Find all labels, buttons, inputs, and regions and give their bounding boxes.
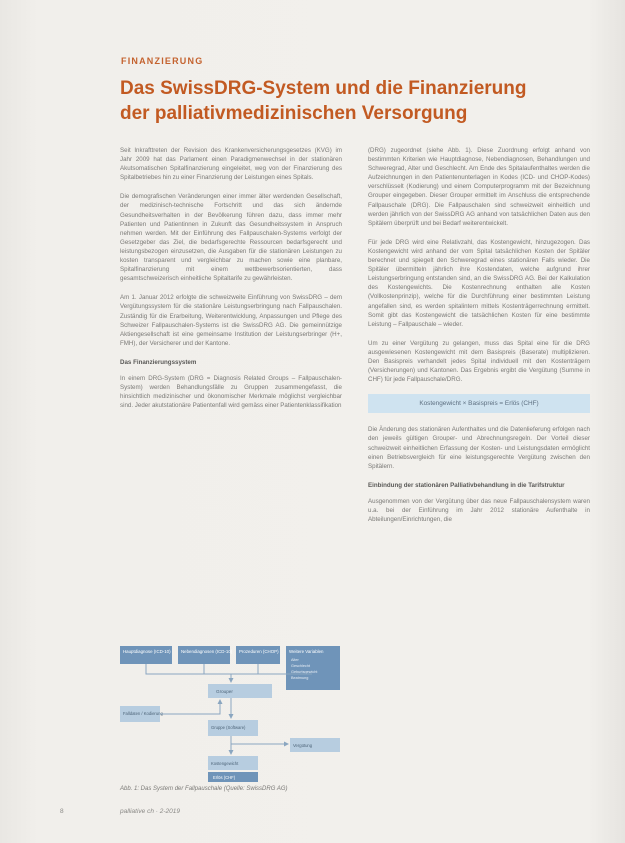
right-column <box>368 146 590 534</box>
diagram-label: Weitere Variablen <box>289 649 324 654</box>
diagram-label: Falldaten / Kodierung <box>123 711 163 716</box>
section-subheading: Einbindung der stationären Palliativbehandlung in die Tarifstruktur <box>368 481 565 489</box>
diagram-label: Gruppe (Software) <box>211 725 246 730</box>
paragraph: In einem DRG-System (DRG = Diagnosis Related Groups – Fallpauschalen-System) werden Behandlungsfälle zu Gruppen zusammengefasst, die hinsichtlich medizinischer und ökonomischer Merkmale möglichst vergleichbar sind. Jeder akutstationäre Patientenfall wird gemäss einer Patientenklassifikation <box>120 374 342 410</box>
paragraph: Um zu einer Vergütung zu gelangen, muss das Spital eine für die DRG ausgewiesenen Kostengewicht mit dem Basispreis (Baserate) multiplizieren. Den Basispreis verhandelt jedes Spital individuell mit den Kostenträgern (Versicherungen) und Kantonen. Das Ergebnis ergibt die Vergütung (Summe in CHF) für jede Fallpauschale/DRG. <box>368 339 590 384</box>
formula-box: Kostengewicht × Basispreis = Erlös (CHF) <box>368 394 590 413</box>
paragraph: Am 1. Januar 2012 erfolgte die schweizweite Einführung von SwissDRG – dem Vergütungssystem für die stationäre Leistungserbringung nach Fallpauschalen. Zuständig für die Erarbeitung, Weiterentwicklung, Anpassungen und Pflege des Schweizer Fallpauschalen-Systems ist die SwissDRG AG. Die gemeinnützige Aktiengesellschaft ist eine gemeinsame Institution der Leistungserbringer (H+, FMH), der Versicherer und der Kantone. <box>120 294 342 347</box>
diagram-label: Erlös (CHF) <box>213 775 236 780</box>
diagram-item: Beatmung <box>291 676 309 680</box>
paragraph: (DRG) zugeordnet (siehe Abb. 1). Diese Zuordnung erfolgt anhand von bestimmten Kriterien wie Hauptdiagnose, Nebendiagnosen, Behandlungen und Schweregrad, Alter und Geschlecht. Am Ende des Spitalaufenthaltes werden die Aufzeichnungen in den Patientenunterlagen in Kodes (ICD- und CHOP-Kodes) verschlüsselt (Kodierung) und einem Computerprogramm mit der Bezeichnung Grouper eingegeben. Dieser Grouper ermittelt im Anschluss die entsprechende Fallpauschale (DRG). Die Fallpauschalen sind schweizweit einheitlich und werden jährlich von der SwissDRG AG anhand von tatsächlichen Daten aus den Spitälern überprüft und bei Bedarf weiterentwickelt. <box>368 147 590 227</box>
left-column <box>120 146 342 420</box>
diagram-label: Grouper <box>216 689 233 694</box>
diagram-item: Geburtsgewicht <box>291 670 318 674</box>
article-title: Das SwissDRG-System und die Finanzierung der palliativmedizinischen Versorgung <box>120 78 527 124</box>
section-subheading: Das Finanzierungssystem <box>120 358 197 366</box>
diagram-label: Hauptdiagnose (ICD-10) <box>123 649 171 654</box>
paragraph: Seit Inkrafttreten der Revision des Krankenversicherungsgesetzes (KVG) im Jahr 2009 hat das Parlament einen Paradigmenwechsel in der stationären Akutsomatischen Spitalfinanzierung eingeleitet, weg von der Finanzierung des Spitalbetriebes hin zu einer Finanzierung der Leistungen eines Spitals. <box>120 147 342 182</box>
diagram-label: Prozeduren (CHOP) <box>239 649 279 654</box>
diagram-label: Kostengewicht <box>211 761 239 766</box>
diagram-item: Alter <box>291 658 299 662</box>
journal-name: palliative ch · 2-2019 <box>120 808 180 815</box>
paragraph: Ausgenommen von der Vergütung über das neue Fallpauschalensystem waren u.a. bei der Einführung im Jahr 2012 stationäre Aufenthalte in Abteilungen/Einrichtungen, die <box>368 497 590 524</box>
diagram-label: Vergütung <box>293 743 313 748</box>
paragraph: Die Änderung des stationären Aufenthaltes und die Datenlieferung erfolgen nach den jeweils gültigen Grouper- und Abrechnungsregeln. Der Vorteil dieser schweizweit einheitlichen Erfassung der Kosten- und Leistungsdaten ermöglicht einen Betriebsvergleich für eine leistungsgerechte Vergütung zwischen den Spitälern. <box>368 426 590 470</box>
drg-flow-diagram <box>120 644 342 782</box>
paragraph: Für jede DRG wird eine Relativzahl, das Kostengewicht, hinzugezogen. Das Kostengewicht wird anhand der vom Spital tatsächlichen Kosten der Spitäler berechnet und spiegelt den Schweregrad eines stationären Falls wieder. Die Spitäler übermitteln jährlich ihre Kostendaten, welche aufgrund ihrer Leistungserbringung entstanden sind, an die SwissDRG AG. Bei der Kalkulation des Kostengewichts. Die Kostenrechnung enthalten alle Kosten (Vollkostenprinzip), welche für die Durchführung einer bestimmten Leistung angefallen sind, es werden spitalintern mittels Kostenträgerrechnung ermittelt. Somit gibt das Kostengewicht die tatsächlichen Kosten für eine bestimmte Leistung – Fallpauschale – wieder. <box>368 238 590 328</box>
section-kicker: FINANZIERUNG <box>121 56 204 66</box>
figure-caption: Abb. 1: Das System der Fallpauschale (Quelle: SwissDRG AG) <box>120 786 288 792</box>
diagram-item: Geschlecht <box>291 664 310 668</box>
paragraph: Die demografischen Veränderungen einer immer älter werdenden Gesellschaft, der medizinisch-technische Fortschritt und das sich ändernde Gesundheitsverhalten in der Bevölkerung führen dazu, dass immer mehr Patienten und Patientinnen in Zukunft das Gesundheitssystem in Anspruch nehmen werden. Mit der Einführung des Fallpauschalen-Systems verfolgt der Gesetzgeber das Ziel, die bedarfsgerechte Ressourcen bedarfsgerecht und leistungsbezogen einzusetzen, die Ausgaben für die stationären Leistungen zu kosten transparent und vergleichbar zu machen sowie eine planbare, Spitalfinanzierung mit einem wettbewerbsorientierten, dass gesamtschweizerisch einheitliche Spitaltarife zu gewährleisten. <box>120 193 342 283</box>
diagram-label: Nebendiagnosen (ICD-10) <box>181 649 233 654</box>
page-number: 8 <box>60 808 64 815</box>
